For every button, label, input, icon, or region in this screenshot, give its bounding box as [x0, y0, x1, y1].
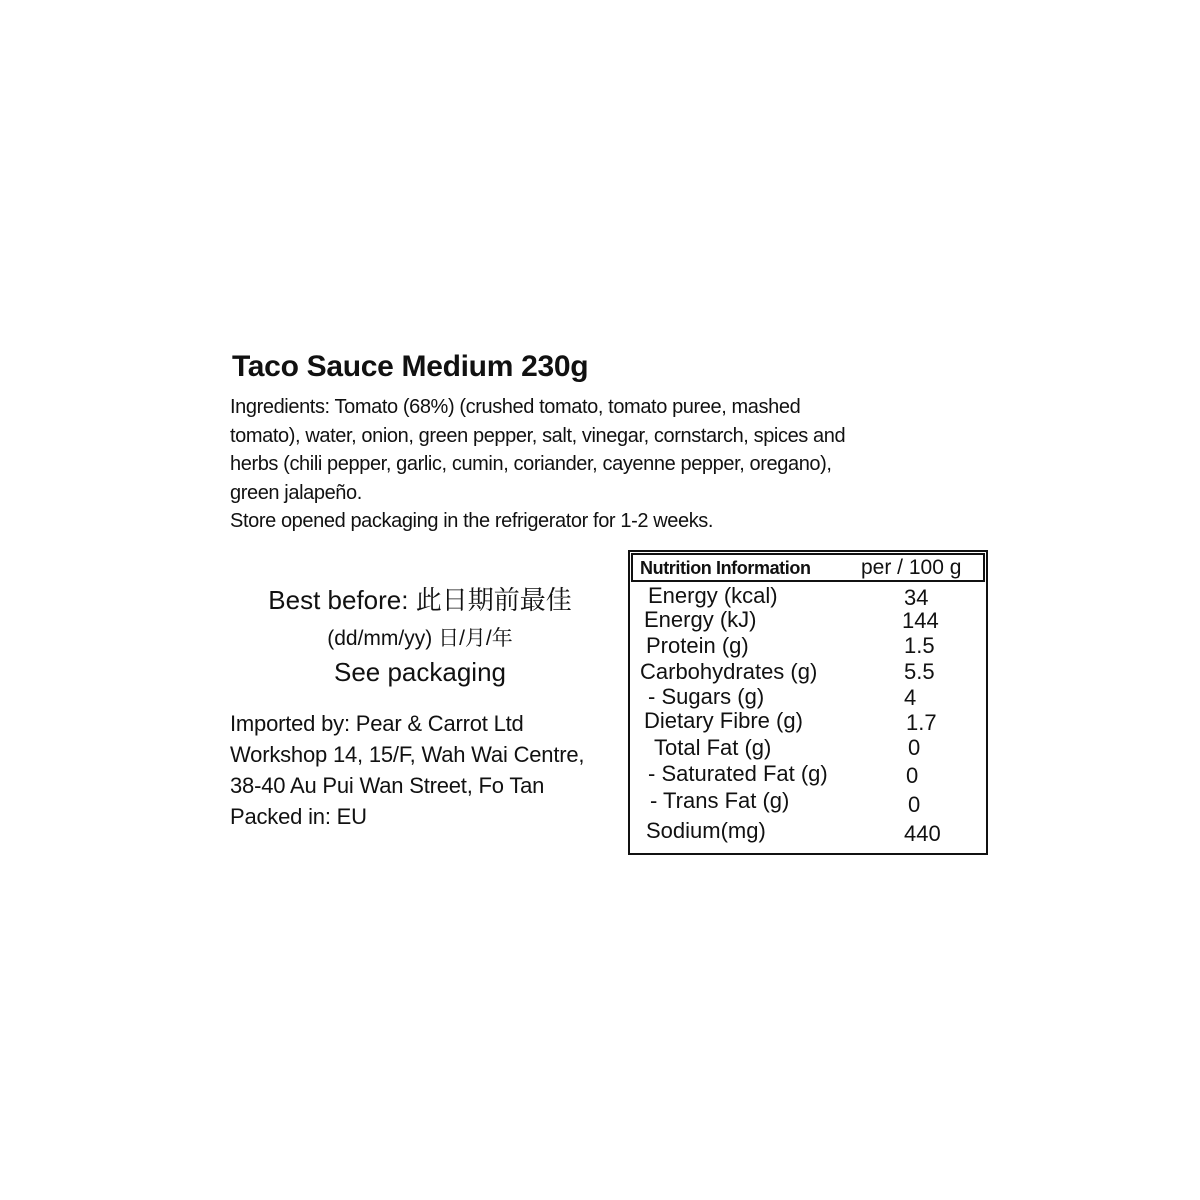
date-format: (dd/mm/yy) 日/月/年 — [327, 627, 513, 650]
nutrition-row-value: 440 — [904, 821, 941, 846]
nutrition-table — [628, 550, 988, 855]
nutrition-row-label: - Trans Fat (g) — [650, 788, 790, 813]
see-packaging: See packaging — [333, 657, 507, 687]
nutrition-row-value: 1.7 — [906, 710, 937, 735]
nutrition-row-label: Protein (g) — [646, 633, 749, 658]
nutrition-row-label: - Sugars (g) — [648, 684, 765, 709]
nutrition-row-value: 4 — [904, 685, 917, 710]
nutrition-row-label: Energy (kcal) — [648, 583, 778, 608]
importer-line: Workshop 14, 15/F, Wah Wai Centre, — [230, 742, 585, 767]
nutrition-header — [631, 553, 985, 582]
nutrition-row-label: Sodium(mg) — [646, 818, 766, 843]
nutrition-header-per: per / 100 g — [861, 556, 962, 579]
nutrition-row-label: Dietary Fibre (g) — [644, 708, 803, 733]
product-title: Taco Sauce Medium 230g — [232, 350, 589, 383]
nutrition-row-label: - Saturated Fat (g) — [648, 761, 828, 786]
nutrition-row-value: 1.5 — [904, 633, 935, 658]
nutrition-row-value: 34 — [904, 585, 929, 610]
nutrition-row-label: Energy (kJ) — [644, 607, 757, 632]
nutrition-row-label: Total Fat (g) — [654, 735, 772, 760]
nutrition-row-value: 144 — [902, 608, 939, 633]
nutrition-row-label: Carbohydrates (g) — [640, 659, 818, 684]
nutrition-row-value: 0 — [906, 763, 919, 788]
ingredients-line: herbs (chili pepper, garlic, cumin, coriander, cayenne pepper, oregano), — [230, 453, 832, 475]
importer-line: 38-40 Au Pui Wan Street, Fo Tan — [230, 773, 545, 798]
importer-line: Imported by: Pear & Carrot Ltd — [230, 711, 524, 736]
packed-in: Packed in: EU — [230, 804, 367, 829]
storage-instructions: Store opened packaging in the refrigerator for 1-2 weeks. — [230, 510, 714, 532]
ingredients-line: tomato), water, onion, green pepper, salt, vinegar, cornstarch, spices and — [230, 424, 846, 447]
ingredients-line: green jalapeño. — [230, 481, 362, 504]
nutrition-header-label: Nutrition Information — [640, 558, 811, 578]
ingredients-block — [230, 393, 910, 536]
nutrition-row-value: 0 — [908, 792, 921, 817]
nutrition-row-value: 0 — [908, 735, 921, 760]
nutrition-row-value: 5.5 — [904, 659, 935, 684]
ingredients-line: Ingredients: Tomato (68%) (crushed tomato, tomato puree, mashed — [230, 396, 801, 418]
best-before-label: Best before: 此日期前最佳 — [268, 585, 572, 615]
importer-block — [230, 708, 584, 832]
